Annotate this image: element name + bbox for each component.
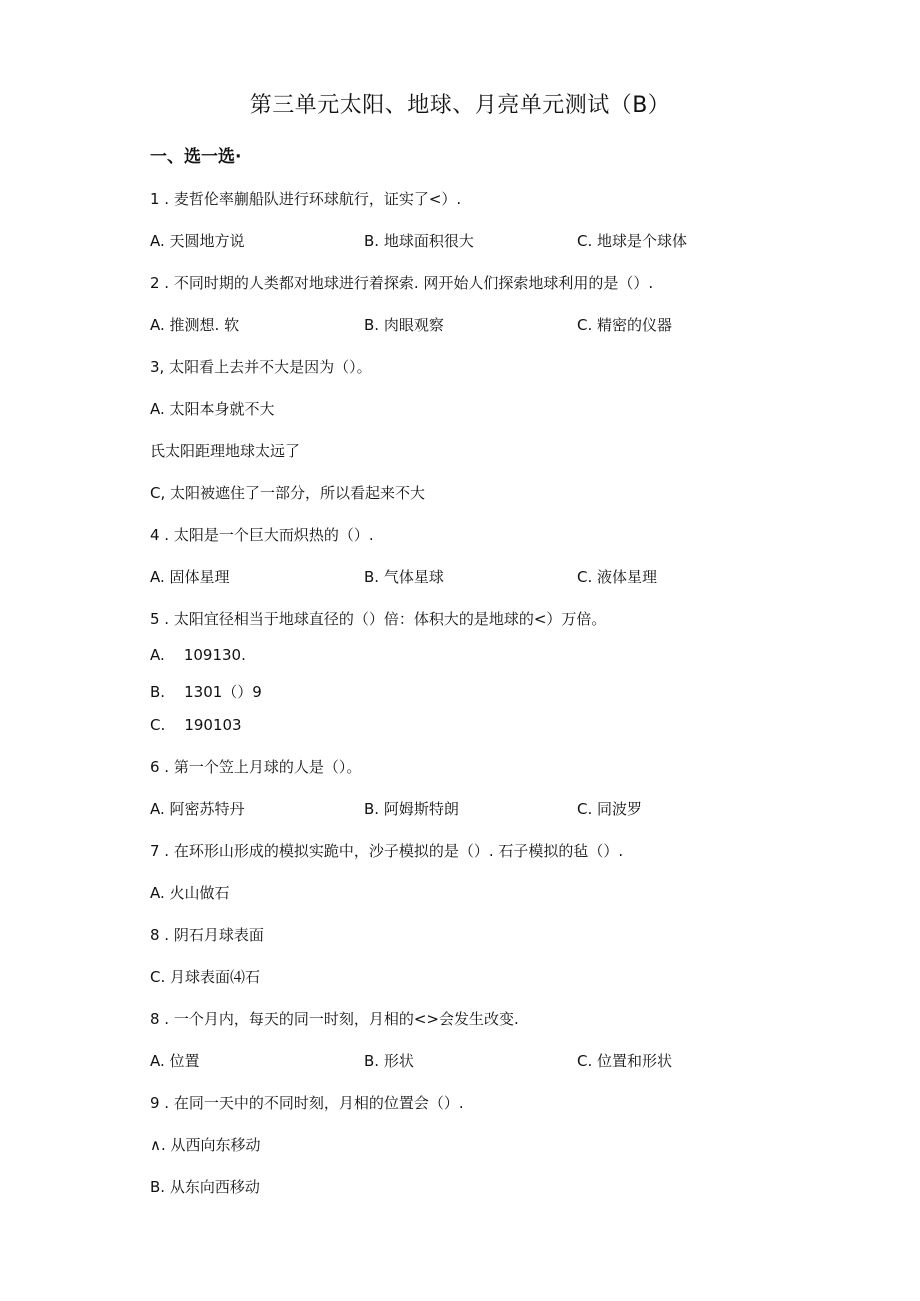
question-5: 5 . 太阳宜径相当于地球直径的（）倍：体积大的是地球的<）万倍。 (150, 610, 607, 628)
option-1a: A. 天圆地方说 (150, 232, 245, 250)
question-4: 4 . 太阳是一个巨大而炽热的（）. (150, 526, 374, 544)
question-9: 9 . 在同一天中的不同时刻，月相的位置会（）. (150, 1094, 464, 1112)
question-8: 8 . 一个月内，每天的同一时刻，月相的<>会发生改变. (150, 1010, 519, 1028)
option-7b: 8 . 阴石月球表面 (150, 926, 264, 944)
question-1: 1 . 麦哲伦率蒯船队进行环球航行，证实了<）. (150, 190, 462, 208)
option-3b: 氏太阳距理地球太远了 (150, 442, 301, 460)
option-2a: A. 推测想. 软 (150, 316, 240, 334)
option-2c: C. 精密的仪器 (577, 316, 673, 334)
question-2: 2 . 不同时期的人类都对地球进行着探索. 网开始人们探索地球利用的是（）. (150, 274, 654, 292)
option-6c: C. 同波罗 (577, 800, 643, 818)
option-6a: A. 阿密苏特丹 (150, 800, 245, 818)
question-7: 7 . 在环形山形成的模拟实跪中，沙子模拟的是（）. 石子模拟的毡（）. (150, 842, 624, 860)
option-5a: A. 109130. (150, 646, 246, 664)
option-2b: B. 肉眼观察 (364, 316, 444, 334)
option-1b: B. 地球面积很大 (364, 232, 474, 250)
option-8b: B. 形状 (364, 1052, 414, 1070)
option-9a: ∧. 从西向东移动 (150, 1136, 261, 1154)
question-6: 6 . 第一个笠上月球的人是（）。 (150, 758, 362, 776)
question-3: 3, 太阳看上去并不大是因为（）。 (150, 358, 372, 376)
option-9b: B. 从东向西移动 (150, 1178, 260, 1196)
option-3a: A. 太阳本身就不大 (150, 400, 275, 418)
option-7a: A. 火山做石 (150, 884, 230, 902)
section-heading: 一、选一选· (150, 147, 242, 167)
option-8a: A. 位置 (150, 1052, 200, 1070)
option-8c: C. 位置和形状 (577, 1052, 673, 1070)
option-4b: B. 气体星球 (364, 568, 444, 586)
option-6b: B. 阿姆斯特朗 (364, 800, 459, 818)
page-title: 第三单元太阳、地球、月亮单元测试（B） (249, 93, 671, 118)
option-5b: B. 1301（）9 (150, 683, 262, 701)
option-4c: C. 液体星理 (577, 568, 658, 586)
option-7c: C. 月球表面⑷石 (150, 968, 261, 986)
option-1c: C. 地球是个球体 (577, 232, 688, 250)
option-4a: A. 固体星理 (150, 568, 230, 586)
option-5c: C. 190103 (150, 716, 242, 734)
option-3c: C, 太阳被遮住了一部分，所以看起来不大 (150, 484, 426, 502)
